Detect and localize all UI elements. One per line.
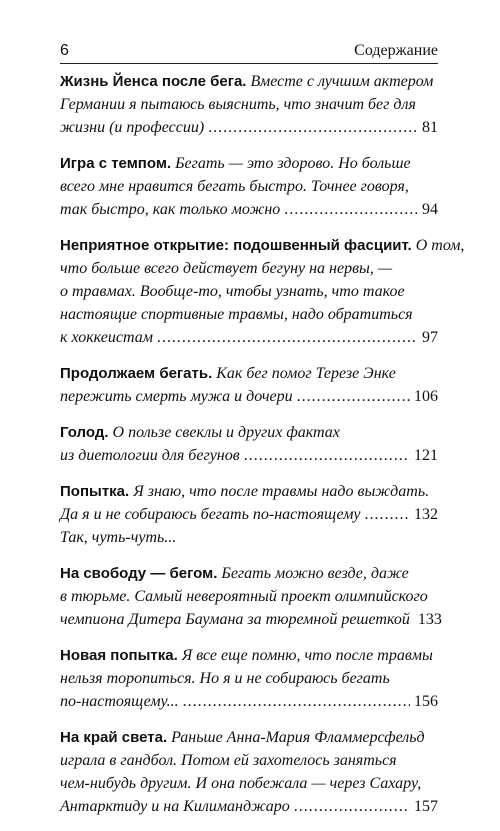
toc-entry-text: Бегать — это здорово. Но больше <box>175 155 411 172</box>
toc-entry <box>60 70 438 139</box>
toc-entry-page: 132 <box>414 506 438 523</box>
toc-entry-text: нельзя торопиться. Но я и не собираюсь бегать <box>60 670 390 687</box>
toc-entry-text: чемпиона Дитера Баумана за тюремной решеткой <box>60 611 410 628</box>
dot-leader <box>244 444 410 467</box>
toc-entry <box>60 644 438 713</box>
toc-entry-text: Раньше Анна-Мария Фламмерсфельд <box>171 729 425 746</box>
toc-entry-text: Антарктиду и на Килиманджаро <box>60 798 290 815</box>
toc-entry-text: что больше всего действует бегуну на нервы, — <box>60 260 393 277</box>
page-header <box>60 42 438 64</box>
dot-leader <box>208 116 418 139</box>
toc-entry <box>60 726 438 818</box>
toc-entry <box>60 234 465 349</box>
toc-entry-text: играла в гандбол. Потом ей захотелось заняться <box>60 752 397 769</box>
toc-entry-text: чем-нибудь другим. И она побежала — через Сахару, <box>60 775 422 792</box>
toc-entry-page: 81 <box>422 119 438 136</box>
toc-entry-text: о травмах. Вообще-то, чтобы узнать, что такое <box>60 283 405 300</box>
toc-entry <box>60 152 438 221</box>
page-number: 6 <box>60 42 69 59</box>
header-rule <box>60 63 438 64</box>
toc-entry-text: всего мне нравится бегать быстро. Точнее говоря, <box>60 178 409 195</box>
toc-entry-title: Продолжаем бегать. <box>60 365 213 382</box>
toc-entry-text: к хоккеистам <box>60 329 153 346</box>
dot-leader <box>297 385 410 408</box>
toc-entry-text: Как бег помог Терезе Энке <box>216 365 396 382</box>
toc-entry-text: Так, чуть-чуть... <box>60 529 177 546</box>
toc-entry-title: Голод. <box>60 424 109 441</box>
toc-entry-page: 156 <box>414 693 438 710</box>
dot-leader <box>284 198 418 221</box>
toc-list <box>60 70 465 831</box>
toc-entry-text: Вместе с лучшим актером <box>250 73 434 90</box>
running-title: Содержание <box>354 42 438 59</box>
toc-entry-page: 106 <box>414 388 438 405</box>
toc-entry-page: 94 <box>422 201 438 218</box>
toc-entry-page: 157 <box>414 798 438 815</box>
toc-entry-text: О пользе свеклы и других фактах <box>112 424 340 441</box>
toc-entry-title: Жизнь Йенса после бега. <box>60 73 247 90</box>
toc-entry-title: На свободу — бегом. <box>60 565 218 582</box>
toc-entry-text: пережить смерть мужа и дочери <box>60 388 293 405</box>
toc-entry-text: настоящие спортивные травмы, надо обратиться <box>60 306 413 323</box>
toc-entry <box>60 562 442 631</box>
toc-entry-text: Я все еще помню, что после травмы <box>181 647 433 664</box>
toc-entry-title: На край света. <box>60 729 168 746</box>
toc-entry-text: так быстро, как только можно <box>60 201 281 218</box>
toc-entry-title: Игра с темпом. <box>60 155 172 172</box>
dot-leader <box>157 326 418 349</box>
toc-entry-text: Германии я пытаюсь выяснить, что значит бег для <box>60 96 416 113</box>
toc-entry-text: по-настоящему... <box>60 693 179 710</box>
toc-entry-title: Новая попытка. <box>60 647 178 664</box>
toc-entry-text: Я знаю, что после травмы надо выждать. <box>133 483 430 500</box>
dot-leader <box>294 795 410 818</box>
toc-entry-text: в тюрьме. Самый невероятный проект олимпийского <box>60 588 428 605</box>
toc-entry-text: жизни (и профессии) <box>60 119 205 136</box>
toc-entry-page: 133 <box>417 611 442 628</box>
dot-leader <box>365 503 410 526</box>
toc-entry-title: Попытка. <box>60 483 130 500</box>
dot-leader <box>183 690 410 713</box>
toc-entry-page: 97 <box>422 329 438 346</box>
toc-entry-text: Бегать можно везде, даже <box>221 565 409 582</box>
toc-entry-text: О том, <box>415 237 465 254</box>
toc-entry-page: 121 <box>414 447 438 464</box>
toc-entry <box>60 362 438 408</box>
toc-entry-text: из диетологии для бегунов <box>60 447 240 464</box>
toc-entry-text: Да я и не собираюсь бегать по-настоящему <box>60 506 361 523</box>
toc-entry <box>60 421 438 467</box>
toc-entry-title: Неприятное открытие: подошвенный фасциит. <box>60 237 412 254</box>
toc-entry <box>60 480 438 549</box>
